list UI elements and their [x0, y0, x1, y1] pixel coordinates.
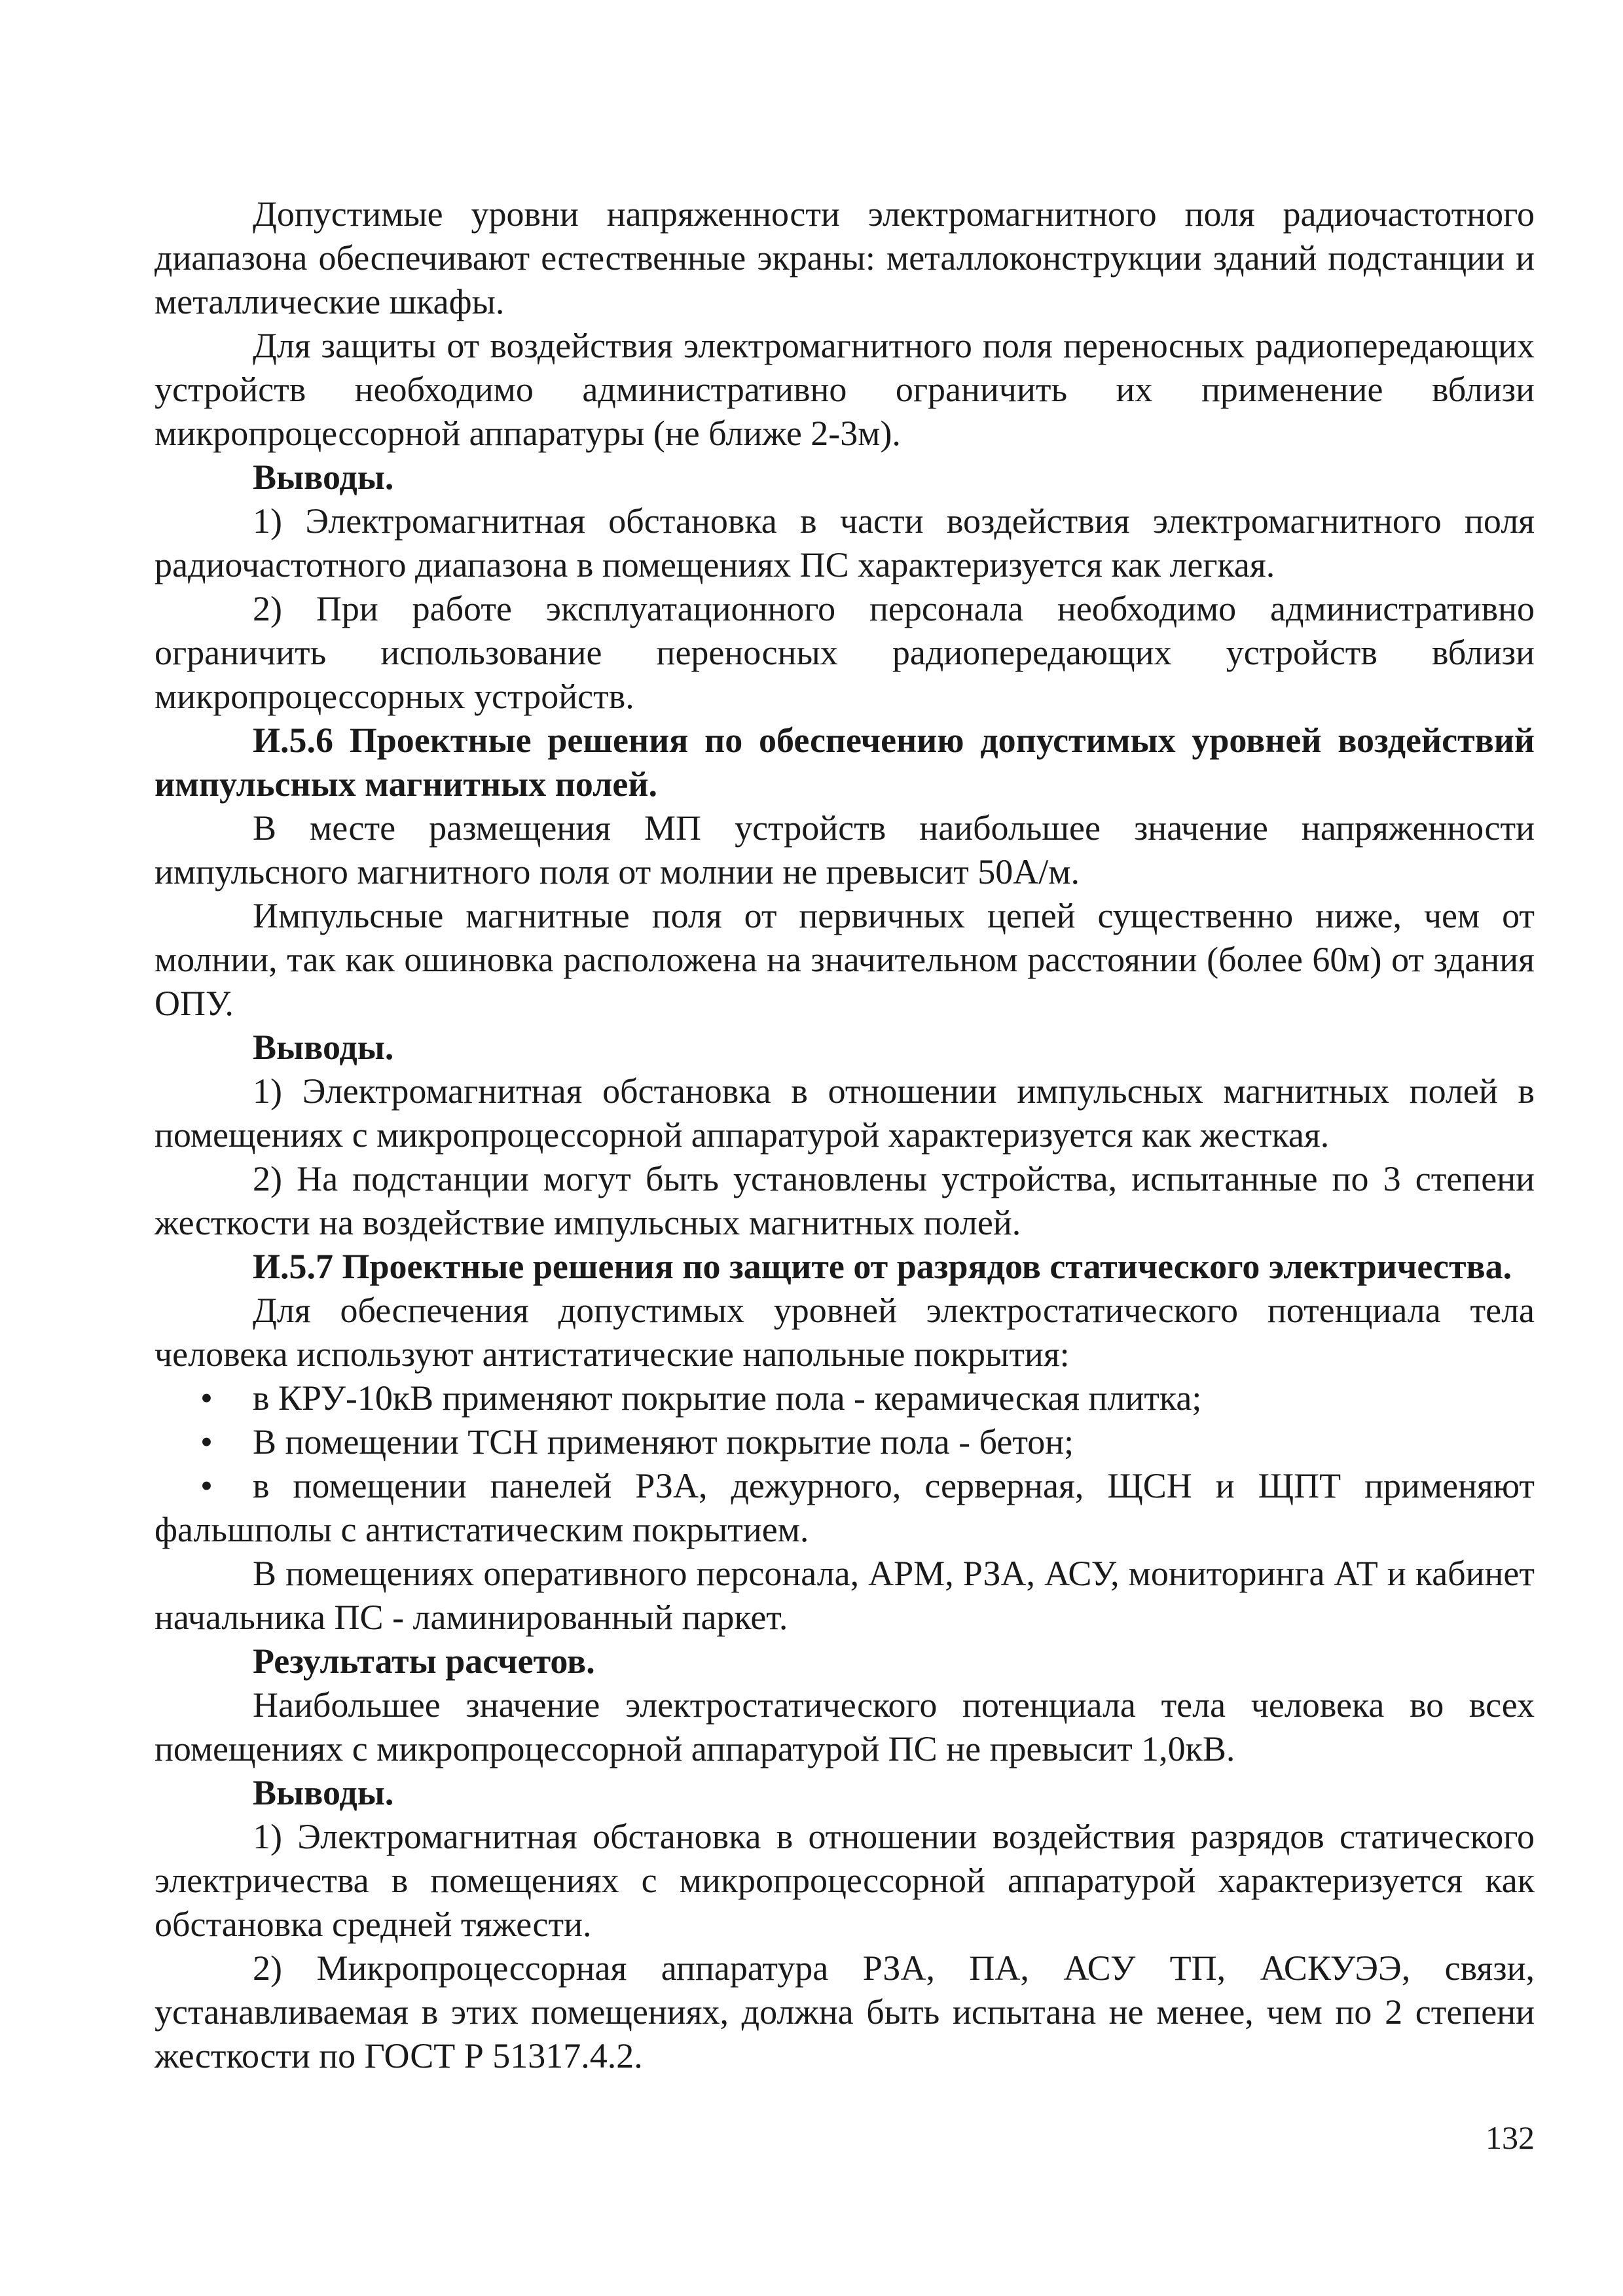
- paragraph: Допустимые уровни напряженности электромагнитного поля радиочастотного диапазона обеспечивают естественные экраны: металлоконструкции зданий подстанции и металлические шкафы.: [155, 194, 1535, 321]
- results-heading: Результаты расчетов.: [253, 1641, 595, 1681]
- list-item-text: В помещении ТСН применяют покрытие пола - бетон;: [253, 1422, 1074, 1462]
- paragraph: В месте размещения МП устройств наибольшее значение напряженности импульсного магнитного поля от молнии не превысит 50А/м.: [155, 808, 1535, 891]
- list-item: • в помещении панелей РЗА, дежурного, серверная, ЩСН и ЩПТ применяют фальшполы с антистатическим покрытием.: [155, 1466, 1535, 1549]
- paragraph: Наибольшее значение электростатического потенциала тела человека во всех помещениях с микропроцессорной аппаратурой ПС не превысит 1,0кВ.: [155, 1685, 1535, 1768]
- list-item: • в КРУ-10кВ применяют покрытие пола - керамическая плитка;: [200, 1378, 1202, 1418]
- document-page: [155, 192, 1535, 2078]
- paragraph: 1) Электромагнитная обстановка в части воздействия электромагнитного поля радиочастотного диапазона в помещениях ПС характеризуется как легкая.: [155, 501, 1535, 584]
- paragraph: 1) Электромагнитная обстановка в отношении воздействия разрядов статического электричества в помещениях с микропроцессорной аппаратурой характеризуется как обстановка средней тяжести.: [155, 1817, 1535, 1944]
- paragraph: Для обеспечения допустимых уровней электростатического потенциала тела человека используют антистатические напольные покрытия:: [155, 1291, 1535, 1374]
- conclusions-heading: Выводы.: [253, 457, 394, 497]
- paragraph: 2) При работе эксплуатационного персонала необходимо административно ограничить использование переносных радиопередающих устройств вблизи микропроцессорных устройств.: [155, 589, 1535, 716]
- paragraph: Импульсные магнитные поля от первичных цепей существенно ниже, чем от молнии, так как ошиновка расположена на значительном расстоянии (более 60м) от здания ОПУ.: [155, 896, 1535, 1023]
- conclusions-heading: Выводы.: [253, 1773, 394, 1812]
- list-item-text: в КРУ-10кВ применяют покрытие пола - керамическая плитка;: [253, 1378, 1202, 1418]
- page-number: 132: [1486, 2119, 1535, 2156]
- list-item-text: в помещении панелей РЗА, дежурного, серверная, ЩСН и ЩПТ применяют фальшполы с антистатическим покрытием.: [155, 1466, 1535, 1549]
- paragraph: 2) Микропроцессорная аппаратура РЗА, ПА, АСУ ТП, АСКУЭЭ, связи, устанавливаемая в этих помещениях, должна быть испытана не менее, чем по 2 степени жесткости по ГОСТ Р 51317.4.2.: [155, 1948, 1535, 2075]
- bullet-list: [155, 1376, 1535, 1552]
- list-item: • В помещении ТСН применяют покрытие пола - бетон;: [200, 1422, 1074, 1462]
- conclusions-heading: Выводы.: [253, 1028, 394, 1067]
- paragraph: 1) Электромагнитная обстановка в отношении импульсных магнитных полей в помещениях с микропроцессорной аппаратурой характеризуется как жесткая.: [155, 1071, 1535, 1155]
- paragraph: Для защиты от воздействия электромагнитного поля переносных радиопередающих устройств необходимо административно ограничить их применение вблизи микропроцессорной аппаратуры (не ближе 2-3м).: [155, 326, 1535, 453]
- section-heading: И.5.6 Проектные решения по обеспечению допустимых уровней воздействий импульсных магнитных полей.: [155, 721, 1535, 804]
- paragraph: В помещениях оперативного персонала, АРМ, РЗА, АСУ, мониторинга АТ и кабинет начальника ПС - ламинированный паркет.: [155, 1554, 1535, 1637]
- paragraph: 2) На подстанции могут быть установлены устройства, испытанные по 3 степени жесткости на воздействие импульсных магнитных полей.: [155, 1159, 1535, 1242]
- section-heading: И.5.7 Проектные решения по защите от разрядов статического электричества.: [253, 1247, 1512, 1286]
